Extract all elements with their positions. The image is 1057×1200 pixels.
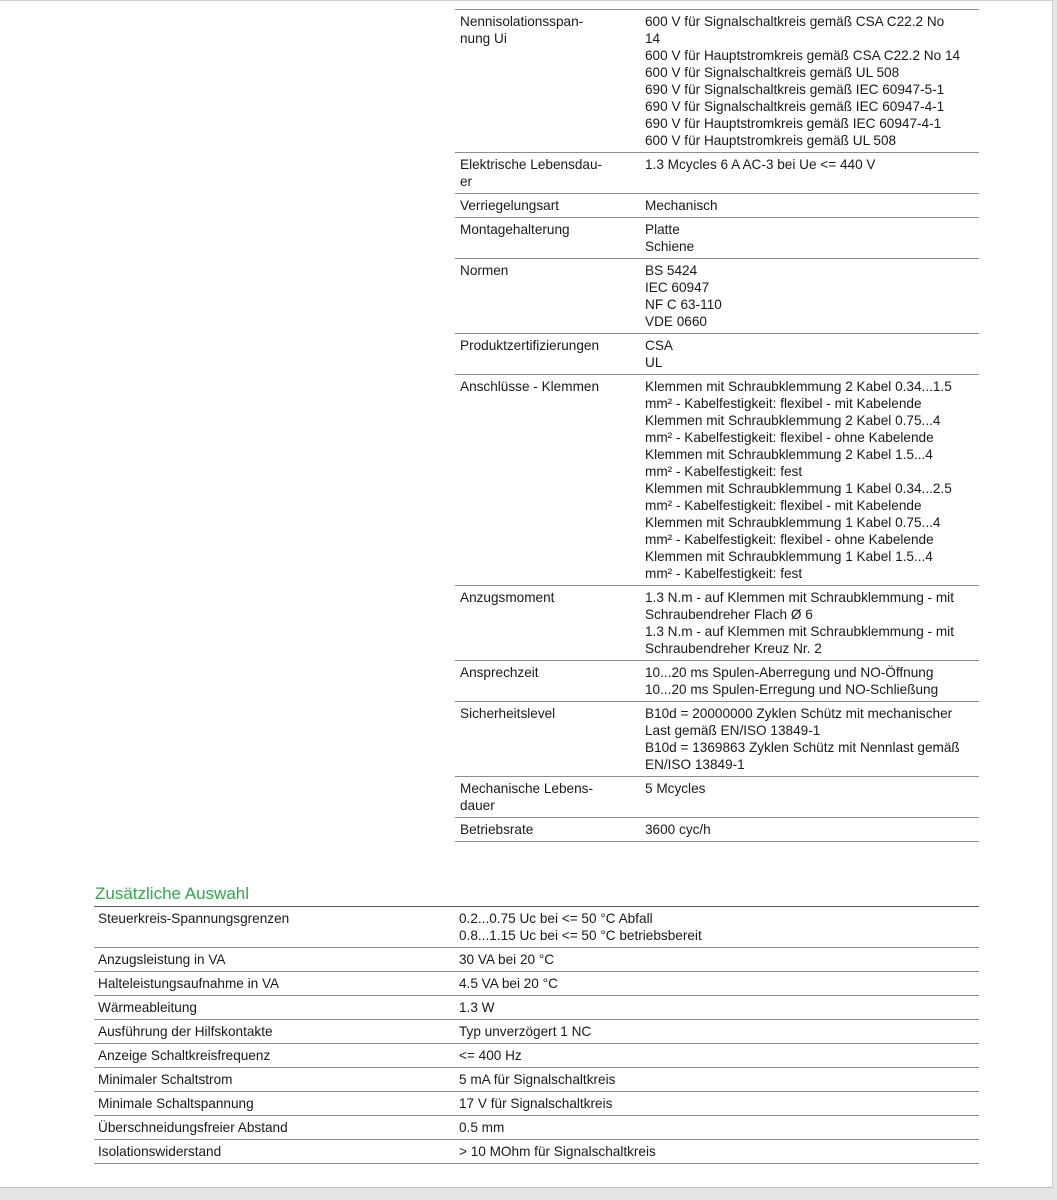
property-value: UL — [645, 355, 663, 370]
property-values — [455, 1092, 979, 1116]
spec-row — [455, 661, 979, 702]
property-values — [455, 1020, 979, 1044]
property-label: Steuerkreis-Spannungsgrenzen — [94, 907, 455, 948]
property-value: > 10 MOhm für Signalschaltkreis — [459, 1144, 656, 1159]
spec-row — [455, 375, 979, 586]
property-value: 600 V für Hauptstromkreis gemäß UL 508 — [645, 133, 897, 148]
property-value: 600 V für Signalschaltkreis gemäß CSA C22.2 No 14 — [645, 14, 945, 46]
property-label: Anzugsmoment — [455, 586, 640, 661]
additional-selection-row — [94, 1092, 979, 1116]
property-value: 4.5 VA bei 20 °C — [459, 976, 558, 991]
property-label: Minimale Schaltspannung — [94, 1092, 455, 1116]
property-value: 690 V für Hauptstromkreis gemäß IEC 60947-4-1 — [645, 116, 942, 131]
property-value: Klemmen mit Schraubklemmung 2 Kabel 1.5...4 mm² - Kabelfestigkeit: fest — [645, 447, 933, 479]
property-value: 690 V für Signalschaltkreis gemäß IEC 60947-4-1 — [645, 99, 945, 114]
spec-row — [455, 218, 979, 259]
property-value: Klemmen mit Schraubklemmung 1 Kabel 0.75...4 mm² - Kabelfestigkeit: flexibel - ohne Kabelende — [645, 515, 941, 547]
property-values — [455, 1044, 979, 1068]
property-label: Mechanische Lebens- dauer — [455, 777, 640, 818]
property-label: Minimaler Schaltstrom — [94, 1068, 455, 1092]
property-value: Platte — [645, 222, 680, 237]
spec-row — [455, 702, 979, 777]
property-label: Nennisolationsspan- nung Ui — [455, 10, 640, 153]
property-value: Klemmen mit Schraubklemmung 1 Kabel 0.34...2.5 mm² - Kabelfestigkeit: flexibel - mit Kabelende — [645, 481, 952, 513]
property-value: <= 400 Hz — [459, 1048, 522, 1063]
property-values — [640, 818, 979, 842]
spec-row — [455, 153, 979, 194]
spec-table-body — [455, 10, 979, 842]
spec-table — [455, 9, 979, 842]
property-value: VDE 0660 — [645, 314, 707, 329]
property-value: 10...20 ms Spulen-Erregung und NO-Schließung — [645, 682, 939, 697]
property-label: Normen — [455, 259, 640, 334]
additional-selection-row — [94, 1020, 979, 1044]
property-value: Mechanisch — [645, 198, 718, 213]
property-label: Isolationswiderstand — [94, 1140, 455, 1164]
property-value: Klemmen mit Schraubklemmung 2 Kabel 0.34...1.5 mm² - Kabelfestigkeit: flexibel - mit Kabelende — [645, 379, 952, 411]
property-value: 600 V für Hauptstromkreis gemäß CSA C22.2 No 14 — [645, 48, 961, 63]
property-label: Wärmeableitung — [94, 996, 455, 1020]
spec-row — [455, 586, 979, 661]
property-value: 30 VA bei 20 °C — [459, 952, 555, 967]
property-values — [640, 10, 979, 153]
property-value: NF C 63-110 — [645, 297, 722, 312]
property-value: 0.8...1.15 Uc bei <= 50 °C betriebsbereit — [459, 928, 702, 943]
property-value: 3600 cyc/h — [645, 822, 711, 837]
property-values — [640, 586, 979, 661]
section-title-additional-selection: Zusätzliche Auswahl — [95, 884, 250, 903]
property-value: 0.2...0.75 Uc bei <= 50 °C Abfall — [459, 911, 653, 926]
property-values — [455, 948, 979, 972]
property-values — [640, 259, 979, 334]
property-values — [455, 1140, 979, 1164]
property-values — [640, 702, 979, 777]
spec-row — [455, 194, 979, 218]
additional-selection-row — [94, 1140, 979, 1164]
property-values — [640, 194, 979, 218]
property-value: 1.3 Mcycles 6 A AC-3 bei Ue <= 440 V — [645, 157, 876, 172]
property-label: Produktzertifizierungen — [455, 334, 640, 375]
additional-selection-table — [94, 906, 979, 1164]
property-values — [640, 218, 979, 259]
spec-row — [455, 777, 979, 818]
property-value: 1.3 N.m - auf Klemmen mit Schraubklemmung - mit Schraubendreher Flach Ø 6 — [645, 590, 954, 622]
property-label: Elektrische Lebensdau- er — [455, 153, 640, 194]
property-values — [640, 375, 979, 586]
property-value: BS 5424 — [645, 263, 698, 278]
property-values — [640, 334, 979, 375]
property-value: IEC 60947 — [645, 280, 710, 295]
property-values — [455, 1116, 979, 1140]
property-value: 0.5 mm — [459, 1120, 505, 1135]
property-value: 5 mA für Signalschaltkreis — [459, 1072, 616, 1087]
property-value: 5 Mcycles — [645, 781, 706, 796]
property-value: 1.3 W — [459, 1000, 495, 1015]
property-value: 1.3 N.m - auf Klemmen mit Schraubklemmung - mit Schraubendreher Kreuz Nr. 2 — [645, 624, 954, 656]
property-value: 17 V für Signalschaltkreis — [459, 1096, 613, 1111]
property-values — [455, 996, 979, 1020]
property-value: 690 V für Signalschaltkreis gemäß IEC 60947-5-1 — [645, 82, 945, 97]
additional-selection-row — [94, 996, 979, 1020]
property-label: Überschneidungsfreier Abstand — [94, 1116, 455, 1140]
property-label: Ansprechzeit — [455, 661, 640, 702]
property-value: Klemmen mit Schraubklemmung 2 Kabel 0.75...4 mm² - Kabelfestigkeit: flexibel - ohne Kabelende — [645, 413, 941, 445]
additional-selection-row — [94, 972, 979, 996]
property-value: 600 V für Signalschaltkreis gemäß UL 508 — [645, 65, 900, 80]
property-value: B10d = 1369863 Zyklen Schütz mit Nennlast gemäß EN/ISO 13849-1 — [645, 740, 960, 772]
additional-selection-row — [94, 948, 979, 972]
spec-row — [455, 10, 979, 153]
property-value: Typ unverzögert 1 NC — [459, 1024, 592, 1039]
property-label: Halteleistungsaufnahme in VA — [94, 972, 455, 996]
property-label: Anschlüsse - Klemmen — [455, 375, 640, 586]
property-value: CSA — [645, 338, 673, 353]
additional-selection-row — [94, 907, 979, 948]
property-label: Verriegelungsart — [455, 194, 640, 218]
property-label: Montagehalterung — [455, 218, 640, 259]
property-values — [640, 661, 979, 702]
property-label: Betriebsrate — [455, 818, 640, 842]
spec-row — [455, 259, 979, 334]
property-value: 10...20 ms Spulen-Aberregung und NO-Öffnung — [645, 665, 934, 680]
property-values — [455, 907, 979, 948]
property-values — [455, 1068, 979, 1092]
property-label: Ausführung der Hilfskontakte — [94, 1020, 455, 1044]
property-values — [640, 153, 979, 194]
spec-row — [455, 818, 979, 842]
property-label: Sicherheitslevel — [455, 702, 640, 777]
property-value: Schiene — [645, 239, 695, 254]
property-label: Anzugsleistung in VA — [94, 948, 455, 972]
property-label: Anzeige Schaltkreisfrequenz — [94, 1044, 455, 1068]
spec-row — [455, 334, 979, 375]
additional-selection-row — [94, 1068, 979, 1092]
property-value: Klemmen mit Schraubklemmung 1 Kabel 1.5...4 mm² - Kabelfestigkeit: fest — [645, 549, 933, 581]
additional-selection-row — [94, 1044, 979, 1068]
additional-selection-table-body — [94, 907, 979, 1164]
property-values — [455, 972, 979, 996]
property-values — [640, 777, 979, 818]
property-value: B10d = 20000000 Zyklen Schütz mit mechanischer Last gemäß EN/ISO 13849-1 — [645, 706, 953, 738]
additional-selection-row — [94, 1116, 979, 1140]
